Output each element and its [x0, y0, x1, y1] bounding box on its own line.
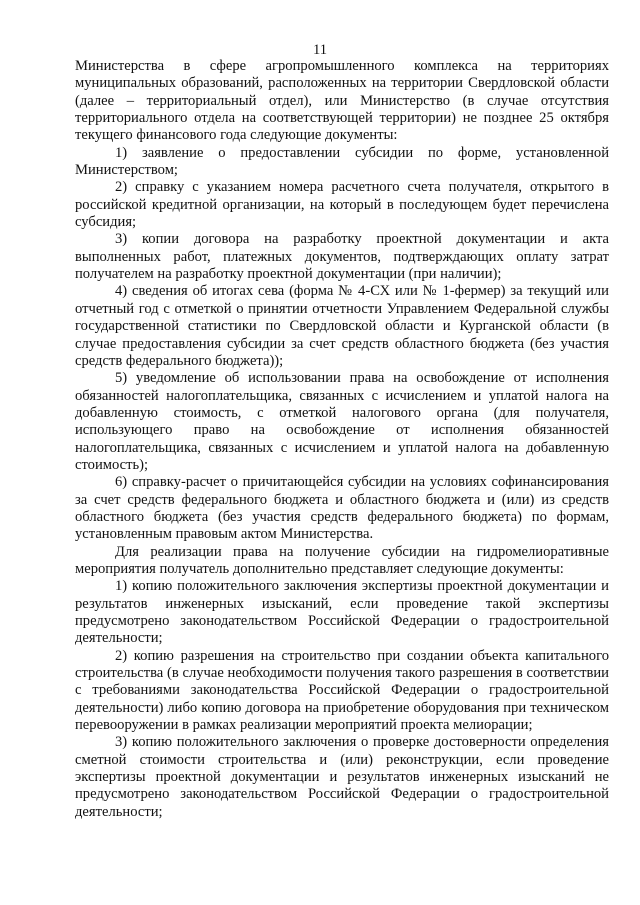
paragraph-intro: Министерства в сфере агропромышленного комплекса на территориях муниципальных образований, расположенных на территории Свердловской области (далее – территориальный отдел), или Министерство (в случае отсутствия территориального отдела на соответствующей территории) не позднее 25 октября текущего финансового года следующие документы: [75, 58, 609, 144]
paragraph-item-4: 4) сведения об итогах сева (форма № 4-СХ или № 1-фермер) за текущий или отчетный год с отметкой о принятии отчетности Управлением Федеральной службы государственной статистики по Свердловской области и Курганской области (в случае предоставления субсидии за счет средств областного бюджета (без участия средств федерального бюджета)); [75, 283, 609, 369]
paragraph-item-6: 6) справку-расчет о причитающейся субсидии на условиях софинансирования за счет средств федерального бюджета и областного бюджета и (или) из средств областного бюджета (без участия средств федерального бюджета) по формам, установленным правовым актом Министерства. [75, 474, 609, 543]
paragraph-hydro-item-2: 2) копию разрешения на строительство при создании объекта капитального строительства (в случае необходимости получения такого разрешения в соответствии с требованиями законодательства Российской Федерации о градостроительной деятельности) либо копию договора на приобретение оборудования при техническом перевооружении в рамках реализации мероприятий проекта мелиорации; [75, 647, 609, 734]
page-number: 11 [312, 42, 328, 58]
paragraph-item-1: 1) заявление о предоставлении субсидии по форме, установленной Министерством; [75, 144, 609, 179]
paragraph-item-3: 3) копии договора на разработку проектной документации и акта выполненных работ, платежных документов, подтверждающих оплату затрат получателем на разработку проектной документации (при наличии); [75, 231, 609, 283]
paragraph-hydro-intro: Для реализации права на получение субсидии на гидромелиоративные мероприятия получатель дополнительно представляет следующие документы: [75, 543, 609, 577]
paragraph-item-5: 5) уведомление об использовании права на освобождение от исполнения обязанностей налогоплательщика, связанных с исчислением и уплатой налога на добавленную стоимость, с отметкой налогового органа (для получателя, использующего право на освобождение от исполнения обязанностей налогоплательщика, связанных с исчислением и уплатой налога на добавленную стоимость); [75, 370, 609, 473]
paragraph-hydro-item-1: 1) копию положительного заключения экспертизы проектной документации и результатов инженерных изысканий, если проведение такой экспертизы предусмотрено законодательством Российской Федерации о градостроительной деятельности; [75, 578, 609, 647]
body-text [75, 58, 609, 821]
paragraph-hydro-item-3: 3) копию положительного заключения о проверке достоверности определения сметной стоимости строительства и (или) реконструкции, если проведение экспертизы проектной документации и результатов инженерных изысканий не предусмотрено законодательством Российской Федерации о градостроительной деятельности; [75, 734, 609, 820]
paragraph-item-2: 2) справку с указанием номера расчетного счета получателя, открытого в российской кредитной организации, на который в последующем будет перечислена субсидия; [75, 179, 609, 231]
